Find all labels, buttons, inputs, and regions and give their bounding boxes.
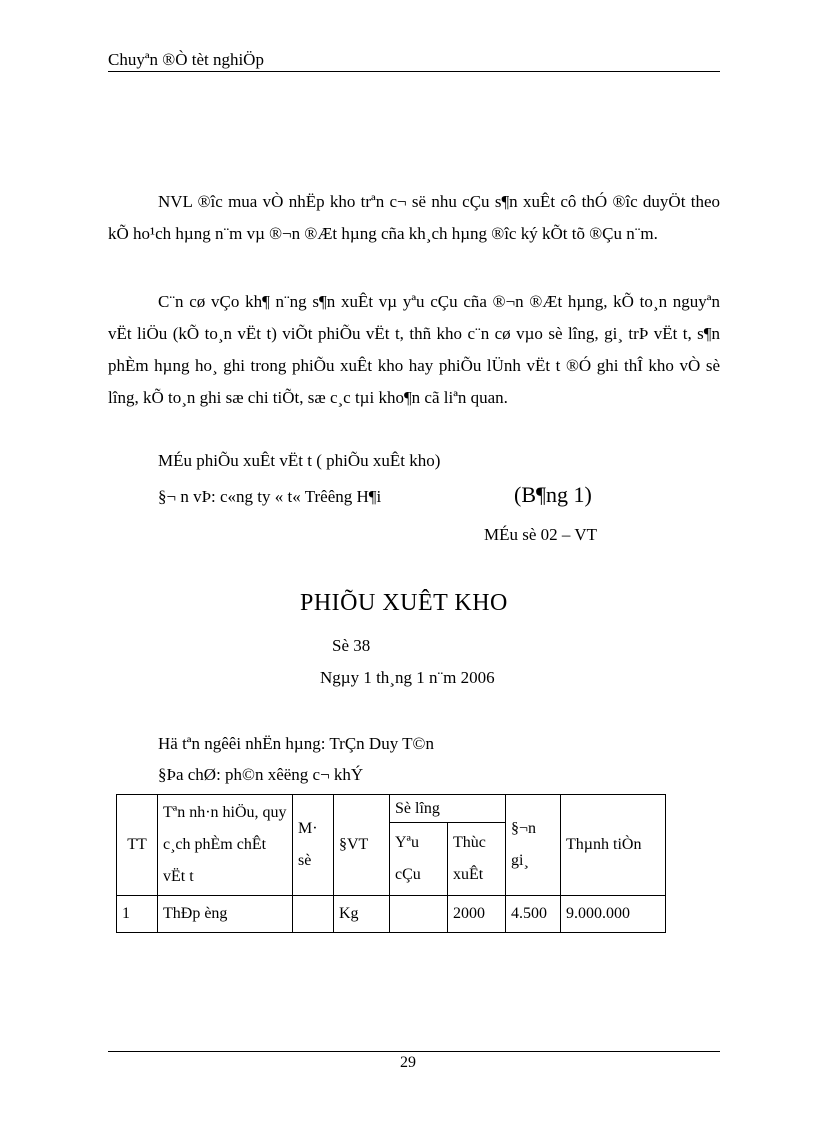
cell-code (293, 896, 334, 933)
document-title: PHIÕU XUÊT KHO (300, 590, 508, 616)
header-actual: Thùc xuÊt (448, 823, 506, 896)
header-rule (108, 71, 720, 72)
cell-actual: 2000 (448, 896, 506, 933)
header-requested: Yªu cÇu (390, 823, 448, 896)
document-date: Ngµy 1 th¸ng 1 n¨m 2006 (320, 668, 495, 687)
header-quantity: Sè lîng (390, 795, 506, 823)
cell-price: 4.500 (506, 896, 561, 933)
header-code: M· sè (293, 795, 334, 896)
footer-rule (108, 1051, 720, 1052)
header-name: Tªn nh·n hiÖu, quy c¸ch phÈm chÊt vËt t (158, 795, 293, 896)
cell-requested (390, 896, 448, 933)
cell-total: 9.000.000 (561, 896, 666, 933)
table-row (117, 896, 666, 933)
issue-table (116, 794, 666, 933)
cell-tt: 1 (117, 896, 158, 933)
unit-name: §¬ n vÞ: c«ng ty « t« Trêêng H¶i (158, 487, 382, 506)
header-total: Thµnh tiÒn (561, 795, 666, 896)
receiver-line: Hä tªn ngêêi nhËn hµng: TrÇn Duy T©n (158, 734, 434, 753)
paragraph-2: C¨n cø vÇo kh¶ n¨ng s¶n xuÊt vµ yªu cÇu cña ®¬n ®Æt hµng, kÕ to¸n nguyªn vËt liÖu (kÕ to¸n vËt t) viÕt phiÕu vËt t, thñ kho c¨n cø vµo sè lîng, gi¸ trÞ vËt t, s¶n phÈm hµng ho¸ ghi trong phiÕu xuÊt kho hay phiÕu lÜnh vËt t ®Ó ghi thÎ kho vÒ sè lîng, kÕ to¸n ghi sæ chi tiÕt, sæ c¸c tµi kho¶n cã liªn quan. (108, 292, 720, 407)
document-number: Sè 38 (332, 636, 371, 655)
paragraph-1: NVL ®îc mua vÒ nhËp kho trªn c¬ së nhu cÇu s¶n xuÊt cô thÓ ®îc duyÖt theo kÕ ho¹ch hµng n¨m vµ ®¬n ®Æt hµng cña kh¸ch hµng ®îc ký kÕt tõ ®Çu n¨m. (108, 192, 720, 243)
cell-name: ThÐp èng (158, 896, 293, 933)
table-ref: (B¶ng 1) (514, 482, 592, 507)
form-caption: MÉu phiÕu xuÊt vËt t ( phiÕu xuÊt kho) (158, 451, 441, 470)
header-tt: TT (117, 795, 158, 896)
header-price: §¬n gi¸ (506, 795, 561, 896)
cell-unit: Kg (334, 896, 390, 933)
address-line: §Þa chØ: ph©n xêëng c¬ khÝ (158, 765, 364, 784)
page-header: Chuyªn ®Ò tèt nghiÖp (108, 50, 264, 69)
header-unit: §VT (334, 795, 390, 896)
table-header-row (117, 795, 666, 823)
form-number: MÉu sè 02 – VT (484, 525, 598, 544)
page-number: 29 (400, 1054, 416, 1071)
